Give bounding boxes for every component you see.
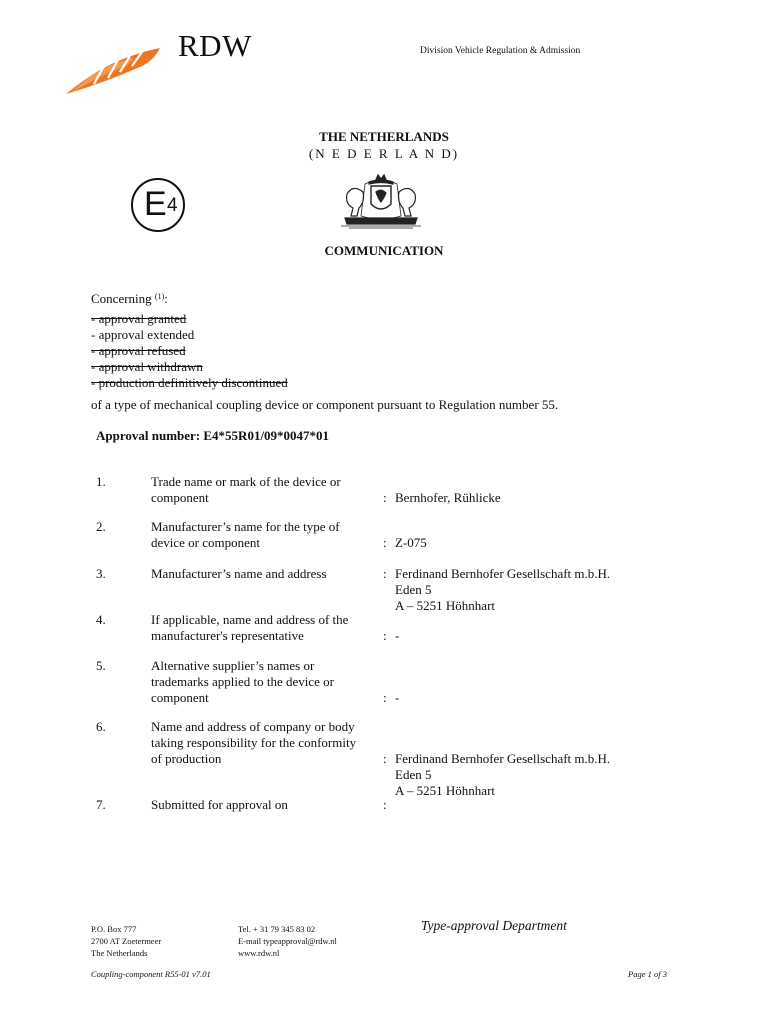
item-5-label: [151, 658, 381, 706]
country-native-name: (N E D E R L A N D): [308, 146, 460, 161]
item-6-colon: :: [383, 751, 387, 766]
option-approval-granted: - approval granted: [91, 311, 187, 326]
footer-address-line: P.O. Box 777: [91, 924, 137, 934]
department-name: Type-approval Department: [421, 918, 567, 933]
regulation-text: of a type of mechanical coupling device or component pursuant to Regulation number 55.: [91, 397, 559, 412]
item-5-value: [395, 690, 399, 706]
label-line: of production: [151, 751, 222, 766]
footer-address: [91, 923, 161, 959]
document-code: Coupling-component R55-01 v7.01: [91, 969, 211, 979]
label-line: manufacturer's representative: [151, 628, 304, 643]
item-6-number: 6.: [96, 719, 106, 734]
value-line: Bernhofer, Rühlicke: [395, 490, 501, 505]
item-3-value: [395, 566, 610, 614]
option-approval-withdrawn: - approval withdrawn: [91, 359, 203, 374]
label-line: Name and address of company or body: [151, 719, 355, 734]
item-6-value: [395, 751, 610, 799]
item-1-label: [151, 474, 381, 506]
concerning-colon: :: [164, 291, 168, 306]
item-3-number: 3.: [96, 566, 106, 581]
coat-of-arms-icon: [335, 168, 427, 241]
country-name: THE NETHERLANDS: [319, 129, 449, 144]
footer-address-line: The Netherlands: [91, 948, 148, 958]
value-line: Z-075: [395, 535, 427, 550]
option-approval-refused: - approval refused: [91, 343, 186, 358]
division-name: Division Vehicle Regulation & Admission: [420, 46, 581, 56]
value-line: A – 5251 Höhnhart: [395, 783, 496, 798]
item-1-value: [395, 490, 501, 506]
label-line: Manufacturer’s name for the type of: [151, 519, 340, 534]
option-production-discontinued: - production definitively discontinued: [91, 375, 288, 390]
brand-name: RDW: [178, 28, 252, 63]
item-1-colon: :: [383, 490, 387, 505]
item-4-label: [151, 612, 381, 644]
concerning-label: [91, 289, 168, 307]
value-line: Ferdinand Bernhofer Gesellschaft m.b.H.: [395, 566, 611, 581]
item-3-label: [151, 566, 381, 582]
value-line: Eden 5: [395, 582, 432, 597]
label-line: taking responsibility for the conformity: [151, 735, 357, 750]
value-line: -: [395, 628, 400, 643]
footer-contact: [238, 923, 337, 959]
footer-email: E-mail typeapproval@rdw.nl: [238, 936, 337, 946]
item-2-label: [151, 519, 381, 551]
e-mark-number: 4: [167, 195, 178, 216]
label-line: trademarks applied to the device or: [151, 674, 335, 689]
label-line: Alternative supplier’s names or: [151, 658, 315, 673]
item-4-number: 4.: [96, 612, 106, 627]
label-line: If applicable, name and address of the: [151, 612, 349, 627]
footer-website: www.rdw.nl: [238, 948, 280, 958]
item-3-colon: :: [383, 566, 387, 581]
label-line: component: [151, 690, 209, 705]
page-number: Page 1 of 3: [628, 969, 667, 979]
item-1-number: 1.: [96, 474, 106, 489]
item-4-value: [395, 628, 399, 644]
option-approval-extended: - approval extended: [91, 327, 195, 342]
footer-address-line: 2700 AT Zoetermeer: [91, 936, 162, 946]
item-2-number: 2.: [96, 519, 106, 534]
item-6-label: [151, 719, 381, 767]
e-mark-letter: E: [144, 185, 167, 223]
footnote-ref: (1): [154, 292, 165, 301]
value-line: Eden 5: [395, 767, 432, 782]
item-5-number: 5.: [96, 658, 106, 673]
value-line: Ferdinand Bernhofer Gesellschaft m.b.H.: [395, 751, 611, 766]
document-title: COMMUNICATION: [324, 243, 444, 258]
item-4-colon: :: [383, 628, 387, 643]
value-line: A – 5251 Höhnhart: [395, 598, 496, 613]
label-line: Submitted for approval on: [151, 797, 288, 812]
item-7-number: 7.: [96, 797, 106, 812]
e-mark-symbol: [131, 178, 185, 232]
item-2-colon: :: [383, 535, 387, 550]
item-7-colon: :: [383, 797, 387, 812]
concerning-text: Concerning: [91, 291, 152, 306]
footer-phone: Tel. + 31 79 345 83 02: [238, 924, 316, 934]
rdw-leaf-logo-icon: [64, 44, 164, 101]
label-line: device or component: [151, 535, 261, 550]
item-2-value: [395, 535, 427, 551]
value-line: -: [395, 690, 400, 705]
label-line: component: [151, 490, 209, 505]
approval-number: Approval number: E4*55R01/09*0047*01: [96, 428, 330, 443]
label-line: Manufacturer’s name and address: [151, 566, 327, 581]
item-5-colon: :: [383, 690, 387, 705]
label-line: Trade name or mark of the device or: [151, 474, 341, 489]
item-7-label: [151, 797, 381, 813]
